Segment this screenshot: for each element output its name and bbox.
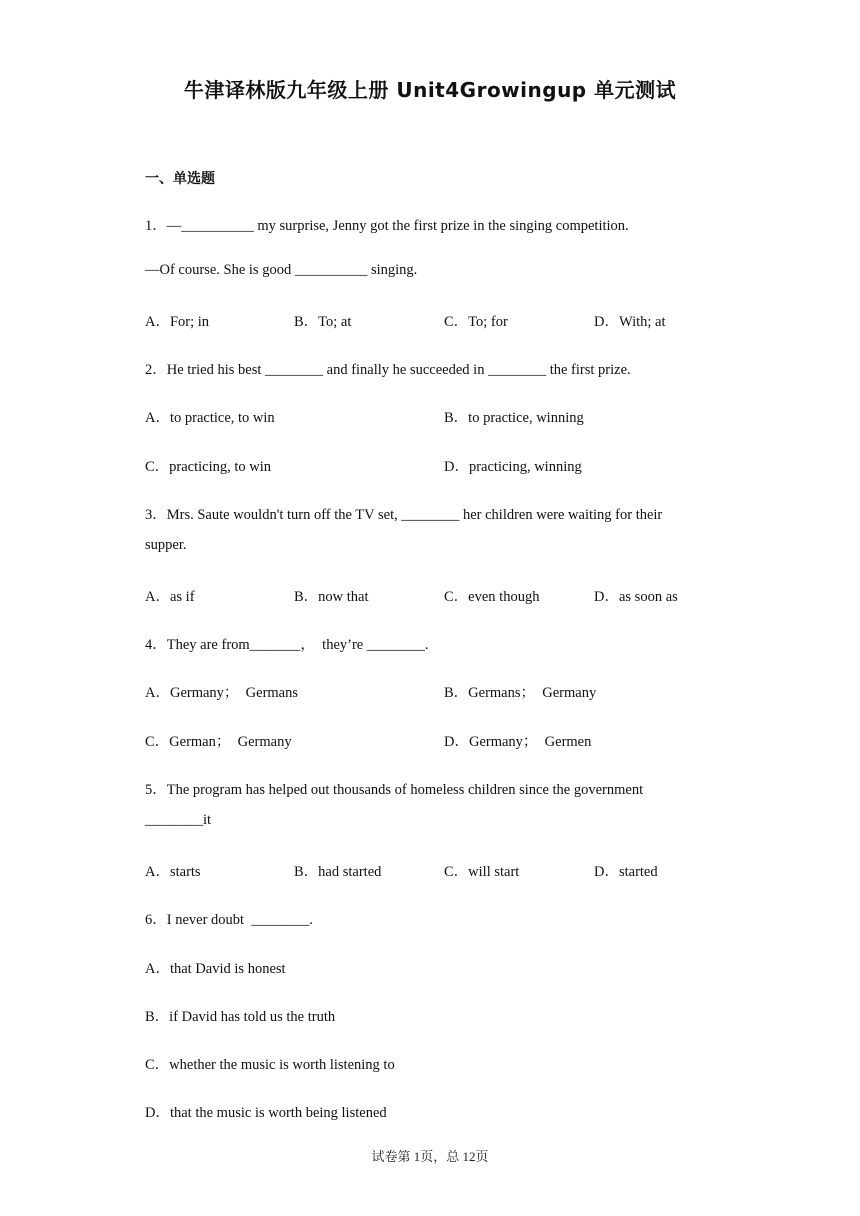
question-5-line-1: 5．The program has helped out thousands of homeless children since the government xyxy=(145,782,644,798)
question-1-option-a: A．For; in xyxy=(145,314,210,330)
question-5-option-b: B．had started xyxy=(294,864,382,880)
question-4-line-1: 4．They are from_______， they’re ________. xyxy=(145,637,429,653)
question-6-option-c: C．whether the music is worth listening to xyxy=(145,1057,395,1073)
question-6-option-a: A．that David is honest xyxy=(145,961,286,977)
question-2-option-c: C．practicing, to win xyxy=(145,459,272,475)
question-6-option-b: B．if David has told us the truth xyxy=(145,1009,336,1025)
question-1-line-2: —Of course. She is good __________ singing. xyxy=(145,262,418,278)
question-2-option-a: A．to practice, to win xyxy=(145,410,275,426)
question-3-option-d: D．as soon as xyxy=(594,589,678,605)
page-title: 牛津译林版九年级上册 Unit4Growingup 单元测试 xyxy=(183,78,677,102)
question-4-option-a: A．Germany； Germans xyxy=(145,685,299,701)
question-1-option-c: C．To; for xyxy=(444,314,508,330)
question-6-line-1: 6．I never doubt ________. xyxy=(145,912,313,928)
question-3-line-2: supper. xyxy=(145,537,187,553)
question-5-line-2: ________it xyxy=(145,812,212,828)
question-2-option-b: B．to practice, winning xyxy=(444,410,584,426)
question-1-option-b: B．To; at xyxy=(294,314,352,330)
question-3-line-1: 3．Mrs. Saute wouldn't turn off the TV set, ________ her children were waiting for their xyxy=(145,507,663,523)
question-4-option-c: C．German； Germany xyxy=(145,734,292,750)
question-3-option-b: B．now that xyxy=(294,589,369,605)
question-2-line-1: 2．He tried his best ________ and finally he succeeded in ________ the first prize. xyxy=(145,362,631,378)
question-5-option-c: C．will start xyxy=(444,864,520,880)
question-3-option-c: C．even though xyxy=(444,589,540,605)
page-footer: 试卷第 1页，总 12页 xyxy=(371,1149,489,1164)
question-3-option-a: A．as if xyxy=(145,589,195,605)
question-2-option-d: D．practicing, winning xyxy=(444,459,582,475)
question-4-option-d: D．Germany； Germen xyxy=(444,734,592,750)
question-1-option-d: D．With; at xyxy=(594,314,666,330)
section-heading: 一、单选题 xyxy=(145,171,215,187)
question-5-option-d: D．started xyxy=(594,864,658,880)
question-1-line-1: 1．—__________ my surprise, Jenny got the first prize in the singing competition. xyxy=(145,218,629,234)
question-4-option-b: B．Germans； Germany xyxy=(444,685,597,701)
question-5-option-a: A．starts xyxy=(145,864,201,880)
question-6-option-d: D．that the music is worth being listened xyxy=(145,1105,387,1121)
